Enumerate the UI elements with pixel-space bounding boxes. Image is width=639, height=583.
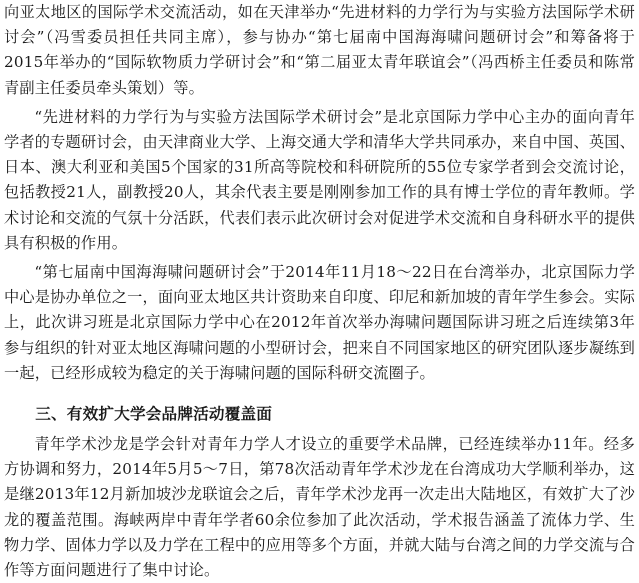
paragraph-youth-salon: 青年学术沙龙是学会针对青年力学人才设立的重要学术品牌，已经连续举办11年。经多方协调和努力，2014年5月5～7日，第78次活动青年学术沙龙在台湾成功大学顺利举办，这是继2013年12月新加坡沙龙联谊会之后，青年学术沙龙再一次走出大陆地区，有效扩大了沙龙的覆盖范围。海峡两岸中青年学者60余位参加了此次活动，学术报告涵盖了流体力学、生物力学、固体力学以及力学在工程中的应用等多个方面，并就大陆与台湾之间的力学交流与合作等方面问题进行了集中讨论。 [4, 435, 635, 580]
paragraph-intro-continuation: 向亚太地区的国际学术交流活动，如在天津举办“先进材料的力学行为与实验方法国际学术研讨会”（冯雪委员担任共同主席），参与协办“第七届南中国海海啸问题研讨会”和筹备将于2015年举办的“国际软物质力学研讨会”和“第二届亚太青年联谊会”（冯西桥主任委员和陈常青副主任委员牵头策划）等。 [4, 3, 635, 97]
document-page [4, 0, 635, 583]
section-heading: 三、有效扩大学会品牌活动覆盖面 [35, 405, 273, 424]
paragraph-tsunami-workshop: “第七届南中国海海啸问题研讨会”于2014年11月18～22日在台湾举办，北京国际力学中心是协办单位之一，面向亚太地区共计资助来自印度、印尼和新加坡的青年学生参会。实际上，此次讲习班是北京国际力学中心在2012年首次举办海啸问题国际讲习班之后连续第3年参与组织的针对亚太地区海啸问题的小型研讨会，把来自不同国家地区的研究团队逐步凝练到一起，已经形成较为稳定的关于海啸问题的国际科研交流圈子。 [4, 263, 635, 382]
paragraph-materials-symposium: “先进材料的力学行为与实验方法国际学术研讨会”是北京国际力学中心主办的面向青年学者的专题研讨会，由天津商业大学、上海交通大学和清华大学共同承办，来自中国、英国、日本、澳大利亚和美国5个国家的31所高等院校和科研院所的55位专家学者到会交流讨论，包括教授21人，副教授20人，其余代表主要是刚刚参加工作的具有博士学位的青年教师。学术讨论和交流的气氛十分活跃，代表们表示此次研讨会对促进学术交流和自身科研水平的提供具有积极的作用。 [4, 107, 635, 252]
